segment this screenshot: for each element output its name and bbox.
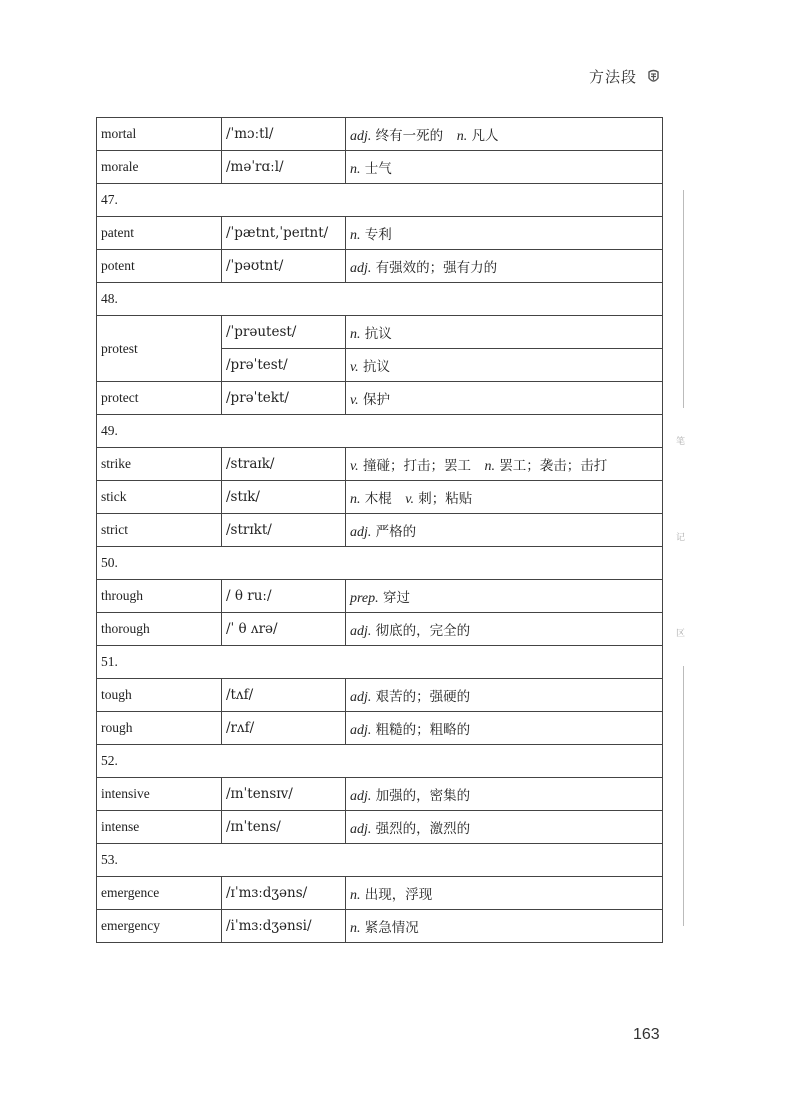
definition-text: 强烈的，激烈的 [371,820,471,837]
vocab-row [97,514,663,547]
part-of-speech: v. [350,392,359,408]
part-of-speech: n. [350,227,361,243]
phonetic-cell: /ˈmɔːtl/ [222,118,346,151]
part-of-speech: adj. [350,788,372,804]
vocab-row [97,811,663,844]
section-title: 方法段 [588,68,637,86]
part-of-speech: adj. [350,524,372,540]
notes-divider-bottom [683,666,684,926]
definition-text: 刺；粘贴 [413,490,473,507]
vocab-row [97,679,663,712]
phonetic-cell: /rʌf/ [222,712,346,745]
definition-text: 抗议 [360,325,392,342]
group-number: 49. [97,415,663,448]
part-of-speech: prep. [350,590,379,606]
group-number: 52. [97,745,663,778]
vocab-row [97,481,663,514]
group-number: 51. [97,646,663,679]
phonetic-cell: /ˈpəʊtnt/ [222,250,346,283]
part-of-speech: n. [456,128,468,144]
meaning-cell [346,712,663,745]
meaning-cell [346,151,663,184]
word-cell: strict [97,514,222,547]
page-number: 163 [633,1026,660,1043]
meaning-cell [346,481,663,514]
word-cell: stick [97,481,222,514]
vocab-row [97,613,663,646]
definition-text: 出现，浮现 [360,886,433,903]
vocab-row [97,382,663,415]
word-cell: through [97,580,222,613]
vocab-row [97,580,663,613]
meaning-cell [346,382,663,415]
definition-text: 专利 [360,226,392,243]
part-of-speech: n. [350,491,361,507]
group-number-row [97,646,663,679]
definition-text: 保护 [358,391,390,408]
definition-text: 凡人 [467,127,499,144]
phonetic-cell: / θ ruː/ [222,580,346,613]
definition-text: 穿过 [378,589,410,606]
word-cell: strike [97,448,222,481]
part-of-speech: adj. [350,821,372,837]
part-of-speech: n. [350,920,361,936]
word-cell: intense [97,811,222,844]
meaning-cell [346,613,663,646]
group-number-row [97,184,663,217]
notes-label-bi: 笔 [676,437,686,447]
word-cell: tough [97,679,222,712]
word-cell: thorough [97,613,222,646]
definition-text: 加强的，密集的 [371,787,471,804]
vocab-row [97,118,663,151]
vocab-row [97,316,663,349]
vocabulary-table [96,117,663,943]
part-of-speech: n. [484,458,495,474]
notes-label-ji: 记 [676,533,686,543]
definition-text: 撞碰；打击；罢工 [358,457,485,474]
definition-text: 严格的 [371,523,417,540]
part-of-speech: n. [350,326,361,342]
phonetic-cell: /ˈprəutest/ [222,316,346,349]
definition-text: 终有一死的 [371,127,457,144]
part-of-speech: n. [350,887,361,903]
part-of-speech: n. [350,161,361,177]
group-number: 53. [97,844,663,877]
group-number-row [97,283,663,316]
vocab-row [97,877,663,910]
meaning-cell [346,877,663,910]
word-cell: emergence [97,877,222,910]
notes-divider-top [683,190,684,408]
definition-text: 木棍 [360,490,406,507]
phonetic-cell: /tʌf/ [222,679,346,712]
part-of-speech: adj. [350,623,372,639]
phonetic-cell: /stɪk/ [222,481,346,514]
meaning-cell [346,349,663,382]
vocab-row [97,250,663,283]
part-of-speech: adj. [350,128,372,144]
definition-text: 罢工；袭击；击打 [494,457,608,474]
word-cell: potent [97,250,222,283]
group-number-row [97,547,663,580]
part-of-speech: adj. [350,260,372,276]
meaning-cell [346,448,663,481]
phonetic-cell: /ˈ θ ʌrə/ [222,613,346,646]
definition-text: 士气 [360,160,392,177]
meaning-cell [346,679,663,712]
phonetic-cell: /ɪnˈtens/ [222,811,346,844]
word-cell: mortal [97,118,222,151]
phonetic-cell: /ɪˈmɜːdʒəns/ [222,877,346,910]
word-cell: patent [97,217,222,250]
decorative-emblem-icon [647,69,660,85]
definition-text: 粗糙的；粗略的 [371,721,471,738]
definition-text: 彻底的，完全的 [371,622,471,639]
meaning-cell [346,316,663,349]
group-number: 50. [97,547,663,580]
definition-text: 紧急情况 [360,919,419,936]
part-of-speech: v. [405,491,414,507]
meaning-cell [346,118,663,151]
phonetic-cell: /iˈmɜːdʒənsi/ [222,910,346,943]
phonetic-cell: /prəˈtest/ [222,349,346,382]
part-of-speech: v. [350,359,359,375]
meaning-cell [346,811,663,844]
phonetic-cell: /ˈpætnt,ˈpeɪtnt/ [222,217,346,250]
phonetic-cell: /strɪkt/ [222,514,346,547]
group-number-row [97,844,663,877]
vocab-row [97,778,663,811]
meaning-cell [346,910,663,943]
group-number: 47. [97,184,663,217]
meaning-cell [346,250,663,283]
part-of-speech: v. [350,458,359,474]
notes-label-qu: 区 [676,629,686,639]
phonetic-cell: /straɪk/ [222,448,346,481]
meaning-cell [346,580,663,613]
group-number-row [97,745,663,778]
meaning-cell [346,217,663,250]
meaning-cell [346,778,663,811]
word-cell: morale [97,151,222,184]
vocab-row [97,910,663,943]
word-cell: protect [97,382,222,415]
phonetic-cell: /ɪnˈtensɪv/ [222,778,346,811]
word-cell: emergency [97,910,222,943]
meaning-cell [346,514,663,547]
part-of-speech: adj. [350,689,372,705]
group-number: 48. [97,283,663,316]
part-of-speech: adj. [350,722,372,738]
page-header [589,66,660,87]
vocab-row [97,217,663,250]
word-cell: intensive [97,778,222,811]
phonetic-cell: /prəˈtekt/ [222,382,346,415]
vocab-row [97,151,663,184]
vocab-row [97,712,663,745]
definition-text: 有强效的；强有力的 [371,259,498,276]
phonetic-cell: /məˈrɑːl/ [222,151,346,184]
vocab-row [97,448,663,481]
word-cell: rough [97,712,222,745]
definition-text: 艰苦的；强硬的 [371,688,471,705]
group-number-row [97,415,663,448]
definition-text: 抗议 [358,358,390,375]
word-cell: protest [97,316,222,382]
